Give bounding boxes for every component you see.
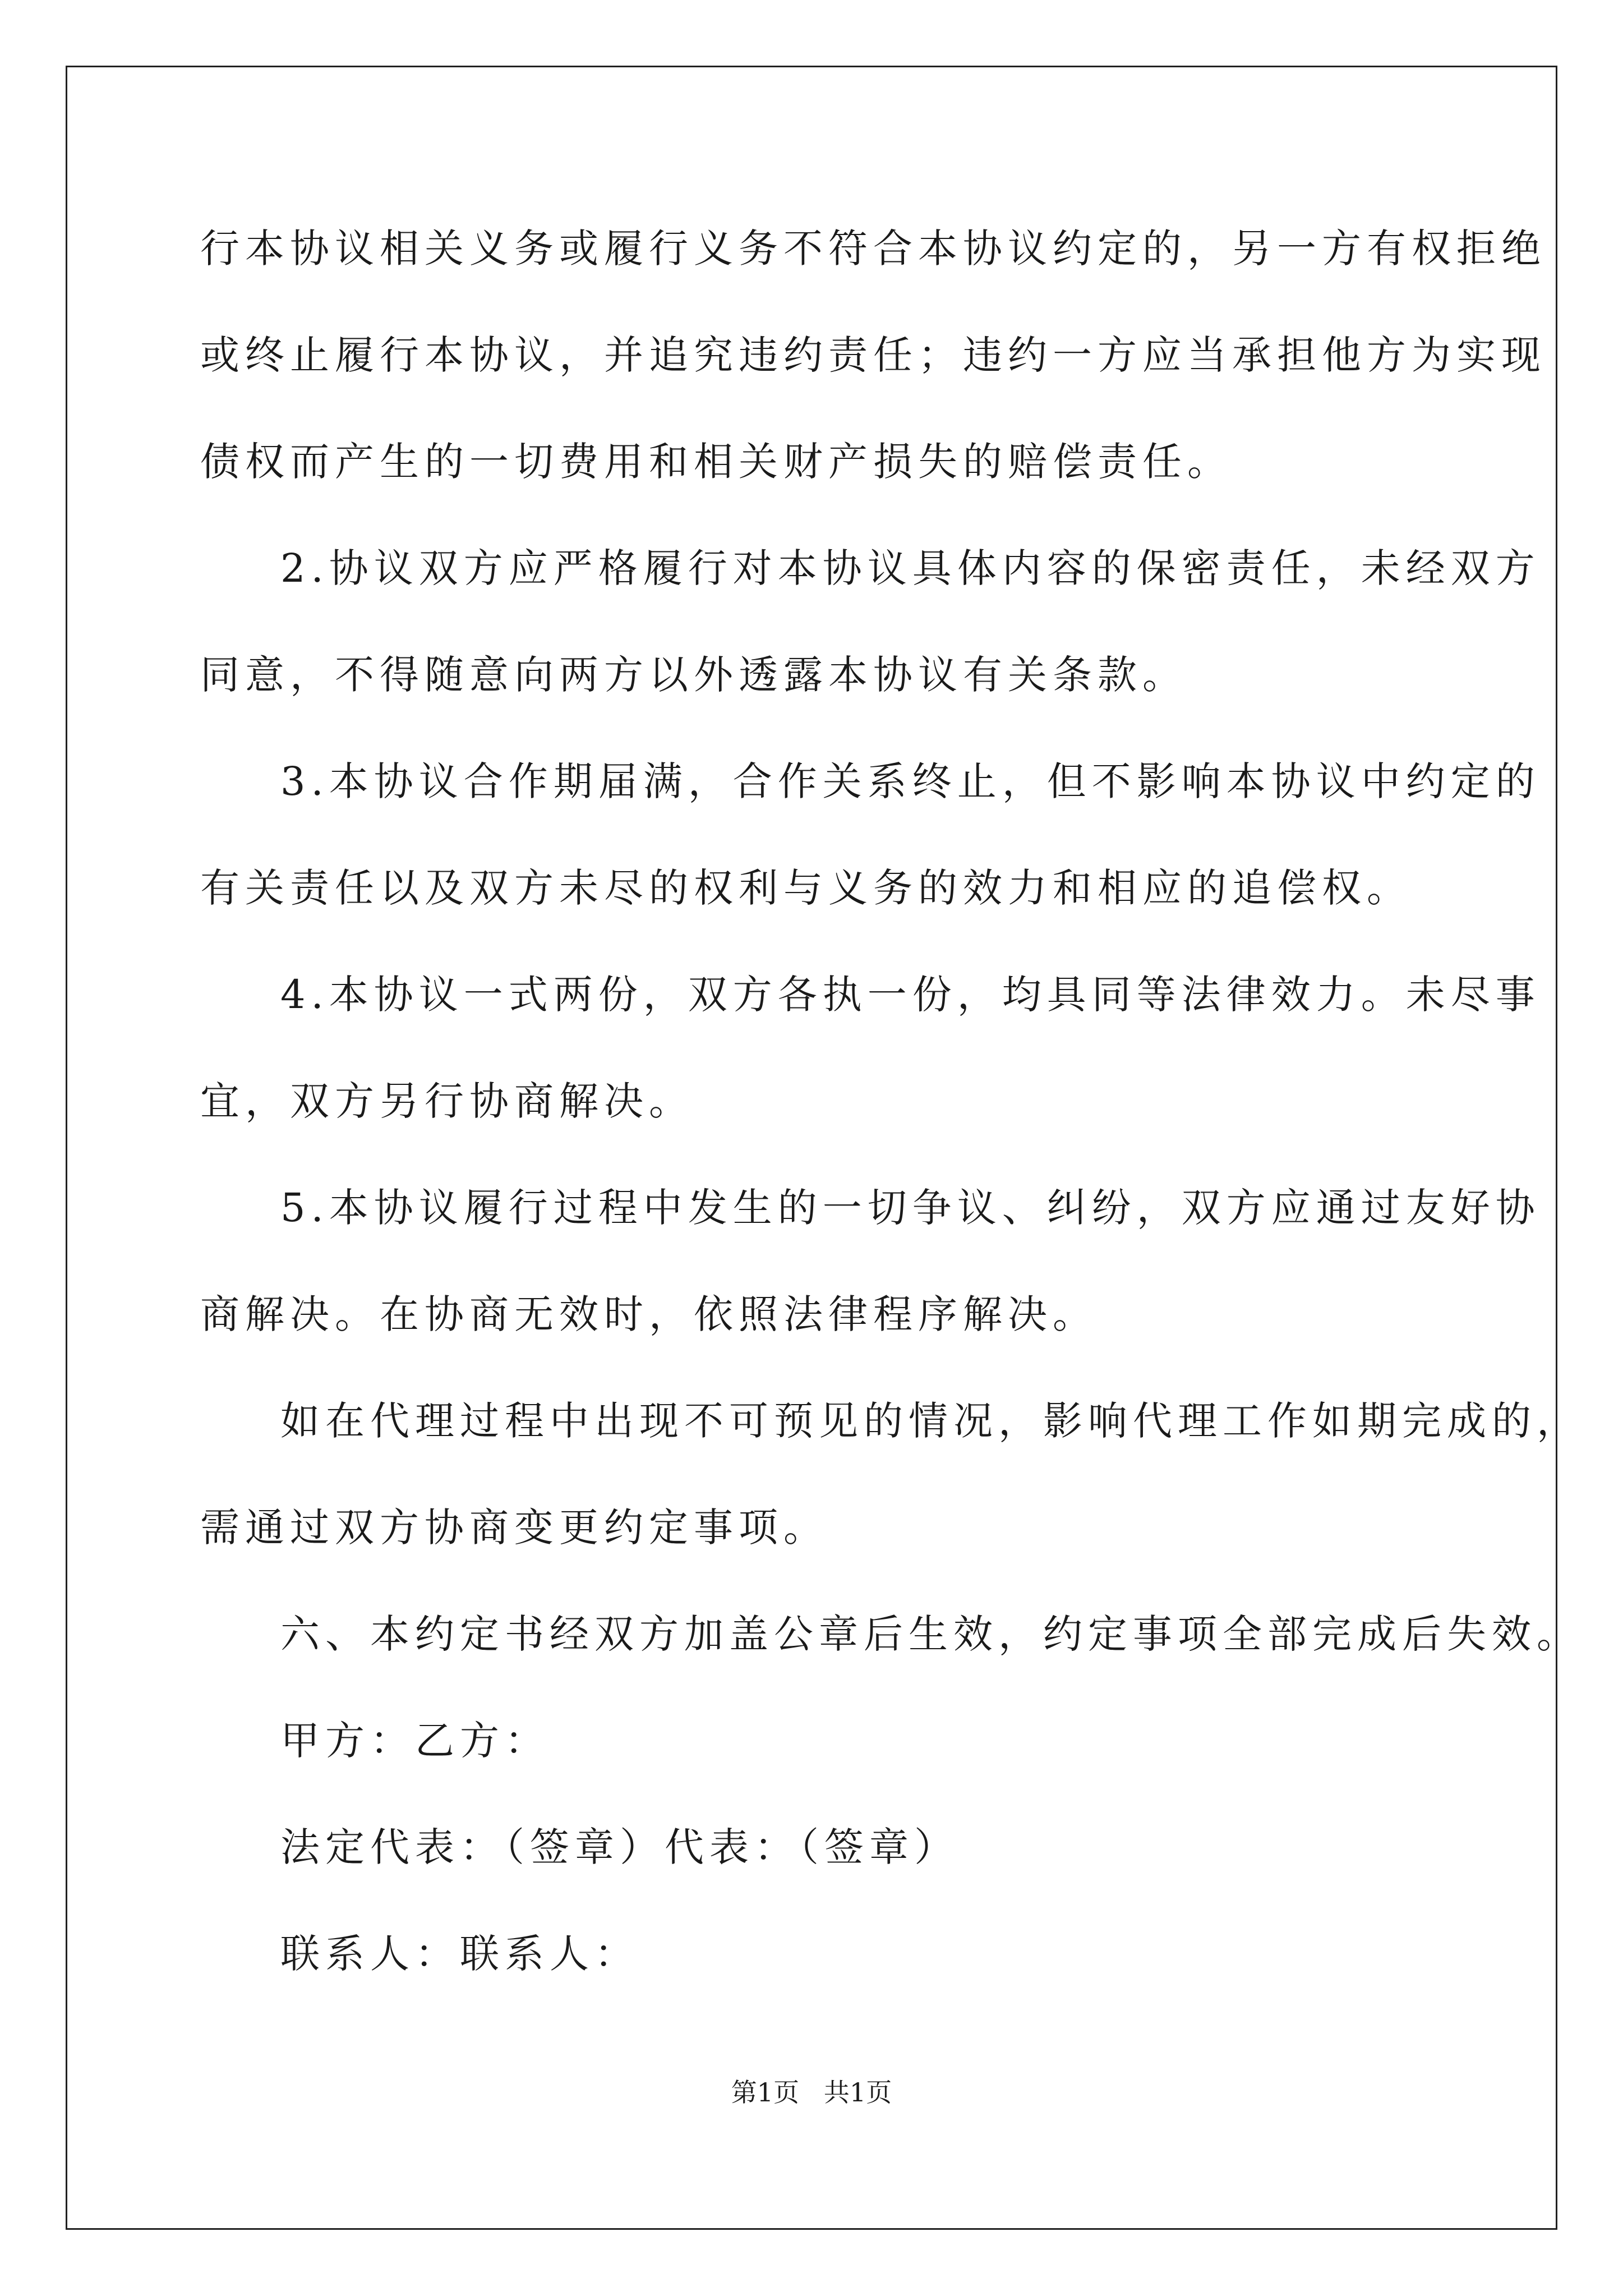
clause-3-line-2: 有关责任以及双方未尽的权利与义务的效力和相应的追偿权。	[200, 865, 1412, 911]
body-line-1: 行本协议相关义务或履行义务不符合本协议约定的，另一方有权拒绝	[200, 226, 1546, 272]
clause-4-line-2: 宜，双方另行协商解决。	[200, 1078, 694, 1124]
party-line: 甲方：乙方：	[280, 1718, 550, 1764]
page-border	[66, 66, 1557, 2230]
page-footer: 第1页 共1页	[731, 2077, 892, 2108]
clause-4-line-1: 4.本协议一式两份，双方各执一份，均具同等法律效力。未尽事	[280, 972, 1541, 1018]
contact-line: 联系人：联系人：	[280, 1931, 639, 1977]
body-line-2: 或终止履行本协议，并追究违约责任；违约一方应当承担他方为实现	[200, 332, 1546, 378]
agency-clause-line-1: 如在代理过程中出现不可预见的情况，影响代理工作如期完成的，	[280, 1398, 1581, 1444]
agency-clause-line-2: 需通过双方协商变更约定事项。	[200, 1504, 828, 1550]
clause-5-line-2: 商解决。在协商无效时，依照法律程序解决。	[200, 1291, 1098, 1337]
section-6-line: 六、本约定书经双方加盖公章后生效，约定事项全部完成后失效。	[280, 1611, 1581, 1657]
body-line-3: 债权而产生的一切费用和相关财产损失的赔偿责任。	[200, 439, 1232, 485]
clause-3-line-1: 3.本协议合作期届满，合作关系终止，但不影响本协议中约定的	[280, 758, 1541, 804]
clause-5-line-1: 5.本协议履行过程中发生的一切争议、纠纷，双方应通过友好协	[280, 1185, 1541, 1231]
clause-2-line-2: 同意，不得随意向两方以外透露本协议有关条款。	[200, 652, 1187, 698]
representative-line: 法定代表：（签章）代表：（签章）	[280, 1824, 959, 1870]
clause-2-line-1: 2.协议双方应严格履行对本协议具体内容的保密责任，未经双方	[280, 545, 1541, 591]
